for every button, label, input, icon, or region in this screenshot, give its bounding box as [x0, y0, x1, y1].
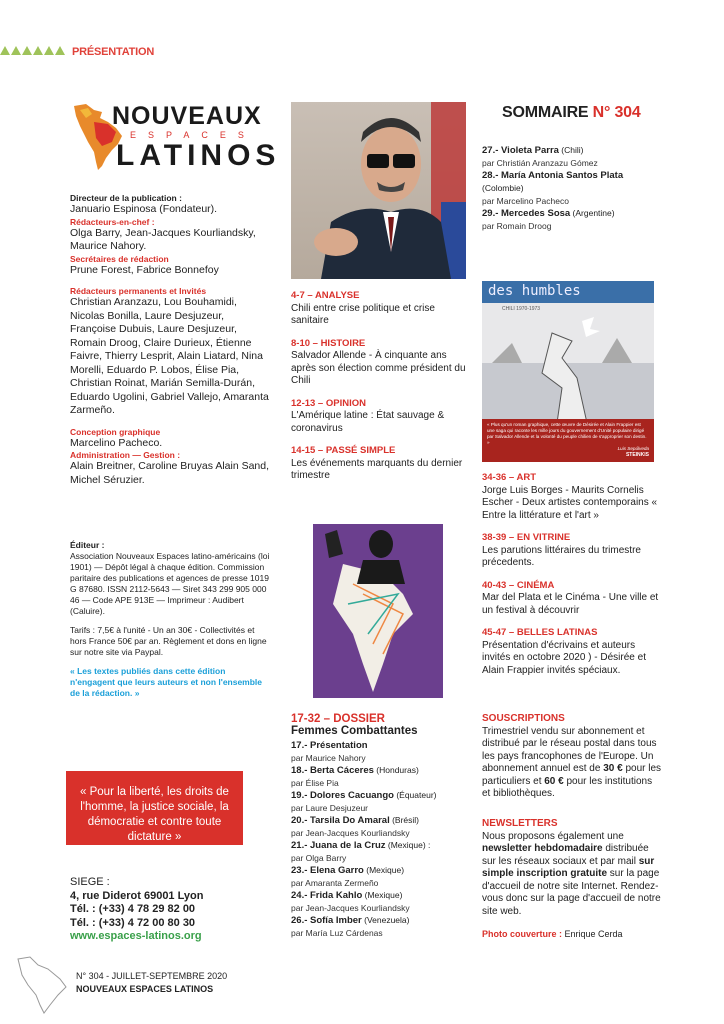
toc-item[interactable]: [482, 169, 662, 207]
toc-item-country: (Argentine): [570, 208, 615, 218]
toc-item-country: (Mexique): [363, 865, 405, 875]
toc-entry[interactable]: [291, 290, 466, 328]
triangle-pattern-icon: [0, 46, 66, 58]
toc-item-country: (Chili): [558, 145, 584, 155]
toc-entry[interactable]: [482, 627, 662, 677]
editors-label: Rédacteurs-en-chef :: [70, 216, 155, 227]
toc-entry-desc: Mar del Plata et le Cinéma - Une ville et un festival à découvrir: [482, 592, 659, 616]
toc-entry-title: 4-7 – ANALYSE: [291, 290, 360, 301]
toc-item[interactable]: [291, 764, 471, 789]
toc-item-country: (Brésil): [389, 815, 420, 825]
subscriptions-text-2: pour les particuliers et: [482, 763, 662, 787]
toc-entry-desc: L'Amérique latine : État sauvage & coronavirus: [291, 410, 445, 434]
price-institution: 60 €: [544, 775, 564, 787]
toc-item[interactable]: [291, 839, 471, 864]
photo-credit-label: Photo couverture :: [482, 929, 563, 939]
contents-right-top: [482, 144, 662, 232]
toc-item-author: par Laure Desjuzeur: [291, 803, 369, 813]
toc-item-author: par Jean-Jacques Kourliandsky: [291, 903, 410, 913]
toc-item-title: 17.- Présentation: [291, 740, 368, 751]
toc-entry-title: 8-10 – HISTOIRE: [291, 337, 366, 349]
toc-item-title: 27.- Violeta Parra: [482, 145, 559, 156]
subscriptions-text: [482, 726, 662, 801]
tarifs-text: Tarifs : 7,5€ à l'unité - Un an 30€ - Collectivités et hors France 50€ par an. Règlement et dons en ligne sur notre site via Paypal.: [70, 625, 267, 657]
toc-item-country: (Équateur): [393, 790, 437, 800]
toc-item-author: par Élise Pia: [291, 778, 339, 788]
dossier-section: [291, 713, 471, 939]
toc-item[interactable]: [482, 144, 662, 169]
director-label: Directeur de la publication :: [70, 193, 182, 203]
toc-item-author: par Romain Droog: [482, 221, 552, 231]
dossier-title: 17-32 – DOSSIER: [291, 713, 385, 725]
book-dates: CHILI 1970-1973: [502, 306, 541, 312]
logo-line-1: NOUVEAUX: [112, 102, 262, 130]
magazine-name: NOUVEAUX ESPACES LATINOS: [76, 984, 214, 994]
publisher-text: Association Nouveaux Espaces latino-américains (loi 1901) — Dépôt légal à chaque édition. Commission paritaire des publications et agences de presse 1019 G 87680. ISSN 2112-5643 — Siret 343 299 905 000 46 — Code APE 913E — Imprimeur : Audibert (Caluire).: [70, 551, 270, 616]
toc-item[interactable]: [482, 207, 662, 232]
publisher-info: [70, 540, 270, 699]
address-block: [70, 876, 270, 944]
price-individual: 30 €: [603, 763, 623, 774]
toc-entry-title: 38-39 – EN VITRINE: [482, 532, 571, 543]
subscriptions-text-1: Trimestriel vendu sur abonnement et distribué par le réseau postal dans tous les pays francophones de l'Europe. Un abonnement annuel est de: [482, 725, 657, 774]
toc-item-title: 21.- Juana de la Cruz: [291, 840, 386, 851]
publisher-label: Éditeur :: [70, 540, 105, 550]
phone-1: Tél. : (+33) 4 78 29 82 00: [70, 903, 196, 915]
toc-entry-title: 34-36 – ART: [482, 472, 537, 483]
admin-label: Administration — Gestion :: [70, 450, 181, 460]
book-quote: « Plus qu'un roman graphique, cette œuvre de Désirée et Alain Frappier est une saga qui raconte les mille jours du gouvernement d'Unité populaire dirigé par Salvador Allende et la volonté du peuple chilien de s'approprier son destin. »: [487, 422, 647, 445]
secretaries-label: Secrétaires de rédaction: [70, 253, 169, 264]
issue-number: N° 304: [592, 104, 641, 121]
writers-label: Rédacteurs permanents et Invités: [70, 286, 207, 296]
allende-photo: [291, 102, 466, 279]
toc-item-author: par Jean-Jacques Kourliandsky: [291, 828, 410, 838]
newsletters-text-3: sur la page d'accueil de notre site Internet. Rendez-vous donc sur la page d'accueil de notre site web.: [482, 868, 661, 917]
subscriptions-section: [482, 713, 662, 801]
toc-item[interactable]: [291, 889, 471, 914]
subscriptions-title: SOUSCRIPTIONS: [482, 713, 565, 724]
toc-item-author: par Marcelino Pacheco: [482, 196, 569, 206]
newsletters-text-2: distribuée sur les réseaux sociaux et par mail: [482, 843, 649, 867]
toc-item-author: par Olga Barry: [291, 853, 347, 863]
toc-item-author: par Maurice Nahory: [291, 753, 366, 763]
magazine-logo: [72, 102, 282, 170]
map-outline-icon: [14, 955, 74, 1015]
toc-entry-title: 14-15 – PASSÉ SIMPLE: [291, 445, 396, 456]
contents-heading: [502, 104, 641, 122]
editors-names: Olga Barry, Jean-Jacques Kourliandsky, Maurice Nahory.: [70, 226, 256, 252]
newsletter-weekly: newsletter hebdomadaire: [482, 843, 603, 854]
contents-title: SOMMAIRE: [502, 104, 589, 121]
address-line: 4, rue Diderot 69001 Lyon: [70, 889, 204, 902]
footer: [76, 970, 227, 996]
writers-names: Christian Aranzazu, Lou Bouhamidi, Nicolas Bonilla, Laure Desjuzeur, Françoise Dubuis, Laure Desjuzeur, Romain Droog, Claire Durieux, Étienne Faivre, Thierry Lesprit, Alain Liatard, Nina Morelli, Eduardo P. Lobos, Élise Pia, Christian Roinat, Marián Semilla-Durán, Eduardo Ugolini, Gabriel Vallejo, Amaranta Zarmeño.: [70, 296, 269, 416]
toc-entry[interactable]: [482, 532, 662, 570]
toc-item[interactable]: [291, 914, 471, 939]
toc-entry-title: 45-47 – BELLES LATINAS: [482, 627, 598, 638]
newsletters-text-1: Nous proposons également une: [482, 830, 624, 842]
toc-item-country: (Mexique): [362, 890, 403, 900]
toc-entry[interactable]: [482, 580, 662, 618]
newsletter-signup: sur simple inscription gratuite: [482, 855, 655, 879]
dossier-illustration: [313, 524, 443, 698]
logo-line-3: LATINOS: [116, 139, 281, 172]
director-names: Januario Espinosa (Fondateur).: [70, 203, 218, 215]
toc-item-country: (Colombie): [482, 183, 524, 193]
toc-entry-title: 12-13 – OPINION: [291, 397, 366, 409]
toc-item-country: (Mexique) :: [385, 840, 431, 850]
toc-item[interactable]: [291, 789, 471, 814]
book-title: des humbles: [488, 283, 581, 299]
toc-item-title: 19.- Dolores Cacuango: [291, 790, 394, 801]
siege-label: SIEGE :: [70, 876, 110, 888]
toc-item-country: (Honduras): [373, 765, 419, 775]
contents-right: [482, 472, 662, 677]
book-cover: [482, 281, 654, 462]
toc-item-title: 29.- Mercedes Sosa: [482, 208, 571, 219]
toc-entry-desc: Chili entre crise politique et crise sanitaire: [291, 302, 435, 326]
disclaimer-text: « Les textes publiés dans cette édition n'engagent que leurs auteurs et non l'ensemble de la rédaction. »: [70, 666, 263, 698]
toc-entry-desc: Les événements marquants du dernier trimestre: [291, 457, 463, 481]
toc-entry-desc: Les parutions littéraires du trimestre précedents.: [482, 544, 641, 568]
toc-entry[interactable]: [482, 472, 662, 522]
secretaries-names: Prune Forest, Fabrice Bonnefoy: [70, 263, 219, 276]
newsletters-section: [482, 818, 662, 941]
section-title: PRÉSENTATION: [72, 46, 155, 58]
toc-item-title: 23.- Elena Garro: [291, 865, 364, 876]
toc-item-title: 26.- Sofía Imber: [291, 915, 362, 926]
toc-entry[interactable]: [291, 445, 466, 483]
dossier-list: [291, 739, 471, 939]
motto-box: « Pour la liberté, les droits de l'homme, la justice sociale, la démocratie et contre toute dictature »: [66, 771, 243, 845]
toc-entry[interactable]: [291, 338, 466, 388]
toc-item-author: par María Luz Cárdenas: [291, 928, 383, 938]
staff-credits: [70, 193, 270, 487]
contents-middle: [291, 290, 466, 483]
toc-item[interactable]: [291, 864, 471, 889]
toc-item-author: par Amaranta Zermeño: [291, 878, 379, 888]
issue-label: N° 304 - JUILLET-SEPTEMBRE 2020: [76, 971, 228, 981]
phone-2: Tél. : (+33) 4 72 00 80 30: [70, 916, 196, 929]
dossier-subtitle: Femmes Combattantes: [291, 725, 418, 737]
toc-entry-desc: Présentation d'écrivains et auteurs invités en octobre 2020 ) - Désirée et Alain Frappier invités spéciaux.: [482, 639, 646, 676]
subscriptions-text-3: pour les institutions et bibliothèques.: [482, 775, 653, 799]
section-header: [0, 46, 154, 58]
newsletters-text: [482, 831, 662, 919]
toc-item-author: par Christián Aranzazu Gómez: [482, 158, 598, 168]
toc-item-title: 20.- Tarsila Do Amaral: [291, 815, 390, 826]
photo-credit-name: Enrique Cerda: [564, 929, 623, 939]
toc-entry-title: 40-43 – CINÉMA: [482, 579, 555, 591]
toc-entry[interactable]: [291, 398, 466, 436]
toc-item[interactable]: [291, 814, 471, 839]
admin-names: Alain Breitner, Caroline Bruyas Alain Sand, Michel Séruzier.: [70, 460, 270, 486]
toc-item[interactable]: [291, 739, 471, 764]
toc-item-title: 18.- Berta Cáceres: [291, 765, 374, 776]
toc-item-title: 28.- María Antonia Santos Plata: [482, 170, 624, 181]
toc-item-title: 24.- Frida Kahlo: [291, 890, 363, 901]
design-names: Marcelino Pacheco.: [70, 436, 163, 449]
toc-entry-desc: Salvador Allende - À cinquante ans après son élection comme président du Chili: [291, 350, 466, 386]
design-label: Conception graphique: [70, 426, 161, 437]
book-publisher: STEINKIS: [625, 452, 649, 458]
newsletters-title: NEWSLETTERS: [482, 818, 558, 829]
photo-credit: [482, 928, 662, 941]
book-quote-author: Luis Sepúlveda: [617, 446, 649, 451]
toc-entry-desc: Jorge Luis Borges - Maurits Cornelis Escher - Deux artistes contemporains « Entre la littérature et l'art »: [482, 484, 658, 521]
toc-item-country: (Venezuela): [361, 915, 410, 925]
logo-line-2: ESPACES: [130, 130, 256, 140]
book-blurb: [482, 419, 654, 462]
website-link[interactable]: www.espaces-latinos.org: [70, 930, 202, 942]
